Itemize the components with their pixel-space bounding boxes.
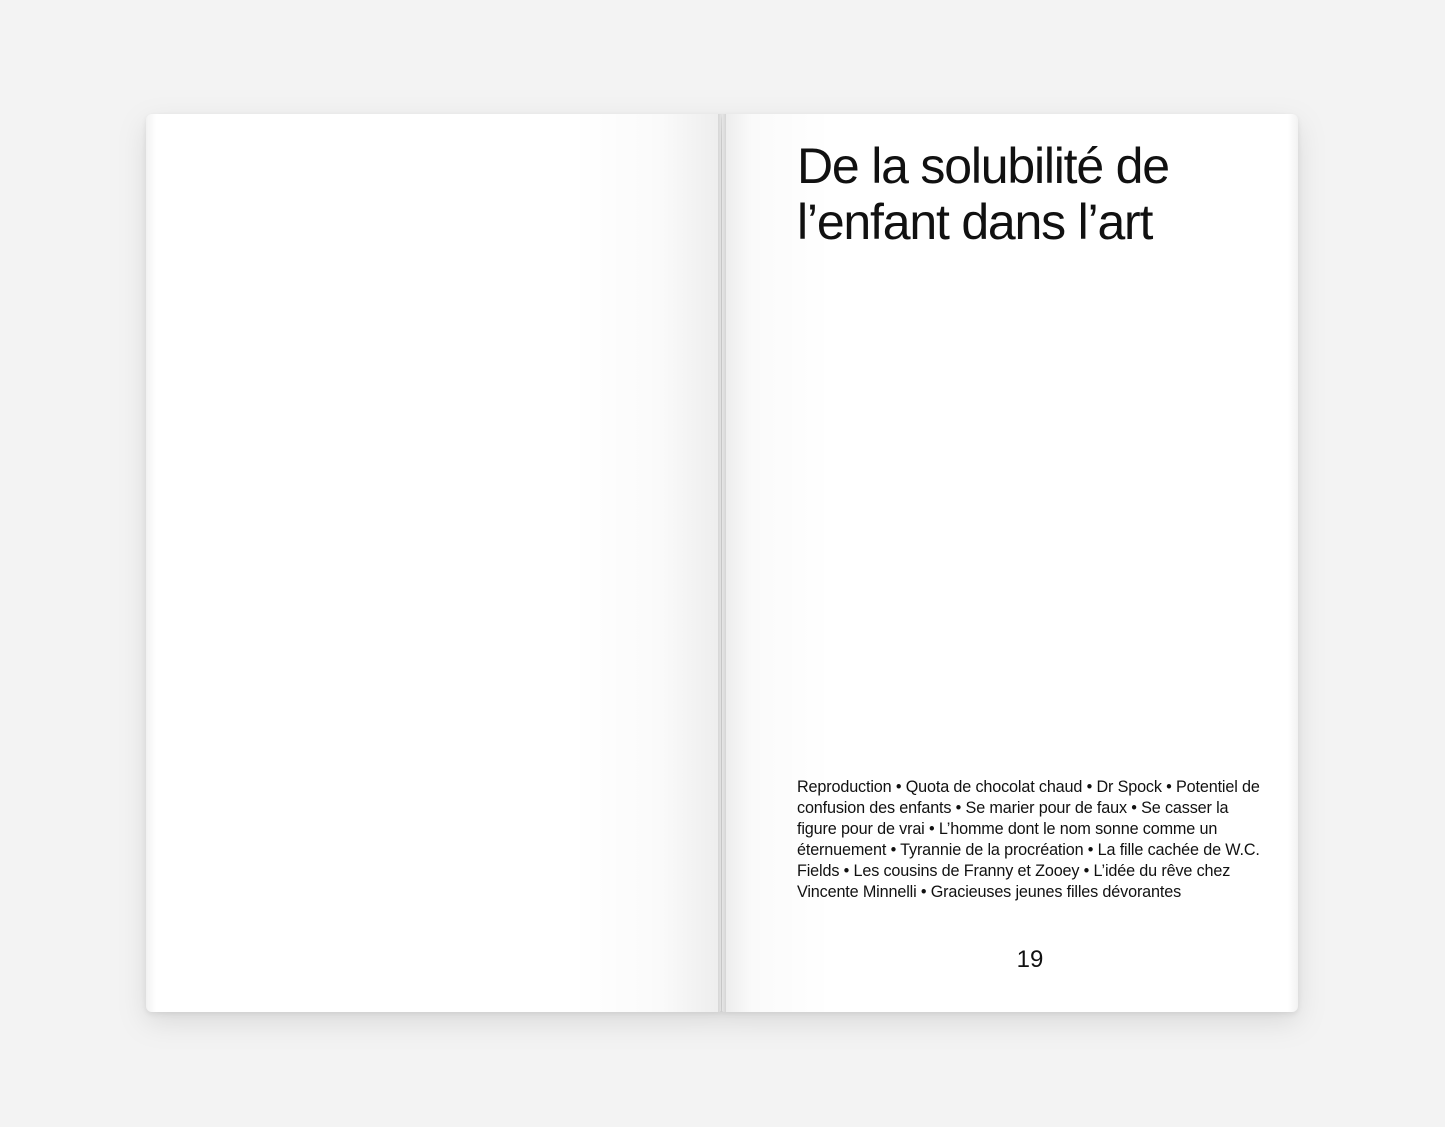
right-page (722, 114, 1298, 1012)
chapter-topics: Reproduction • Quota de chocolat chaud • Dr Spock • Potentiel de confusion des enfants • Se marier pour de faux • Se casser la figure pour de vrai • L’homme dont le nom sonne comme un éternuement • Tyrannie de la procréation • La fille cachée de W.C. Fields • Les cousins de Franny et Zooey • L’idée du rêve chez Vincente Minnelli • Gracieuses jeunes filles dévorantes (797, 778, 1260, 901)
book-spread (146, 114, 1298, 1012)
book-gutter (718, 114, 726, 1012)
chapter-title: De la solubilité de l’enfant dans l’art (797, 138, 1169, 250)
page-number: 19 (1016, 946, 1044, 973)
left-page-blank (146, 114, 721, 1012)
